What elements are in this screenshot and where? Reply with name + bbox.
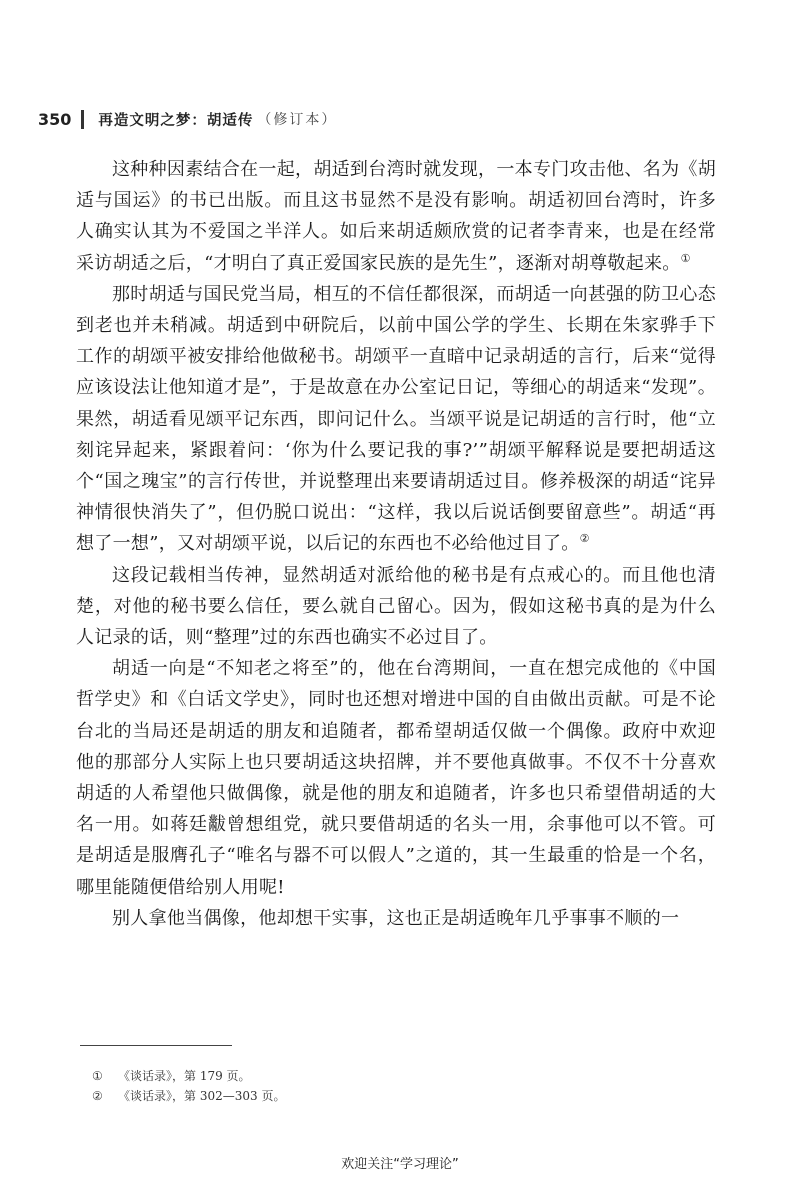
body-text: [76, 154, 716, 934]
paragraph-4: [76, 653, 716, 903]
paragraph-text: 那时胡适与国民党当局，相互的不信任都很深，而胡适一向甚强的防卫心态到老也并未稍减。胡适到中研院后，以前中国公学的学生、长期在朱家骅手下工作的胡颂平被安排给他做秘书。胡颂平一直暗中记录胡适的言行，后来“觉得应该设法让他知道才是”，于是故意在办公室记日记，等细心的胡适来“发现”。果然，胡适看见颂平记东西，即问记什么。当颂平说是记胡适的言行时，他“立刻诧异起来，紧跟着问：‘你为什么要记我的事?’”胡颂平解释说是要把胡适这个“国之瑰宝”的言行传世，并说整理出来要请胡适过目。修养极深的胡适“诧异神情很快消失了”，但仍脱口说出：“这样，我以后说话倒要留意些”。胡适“再想了一想”，又对胡颂平说，以后记的东西也不必给他过目了。: [76, 283, 716, 555]
footnote-mark: ②: [92, 1089, 103, 1103]
book-title: 再造文明之梦：胡适传: [98, 112, 254, 129]
paragraph-1: [76, 154, 716, 279]
footnote-2: [92, 1086, 692, 1106]
footnote-text: 《谈话录》，第 302—303 页。: [118, 1089, 286, 1103]
paragraph-2: [76, 279, 716, 560]
page-number: 350: [38, 109, 72, 129]
header-divider: [81, 110, 84, 129]
footnote-divider: [80, 1045, 232, 1046]
footnotes: [92, 1066, 692, 1106]
book-subtitle: （修订本）: [257, 112, 338, 128]
paragraph-3: [76, 560, 716, 654]
footnote-ref-2: ②: [579, 532, 590, 546]
paragraph-text: 别人拿他当偶像，他却想干实事，这也正是胡适晚年几乎事事不顺的一: [112, 907, 680, 929]
paragraph-text: 胡适一向是“不知老之将至”的，他在台湾期间，一直在想完成他的《中国哲学史》和《白话文学史》，同时也还想对增进中国的自由做出贡献。可是不论台北的当局还是胡适的朋友和追随者，都希望胡适仅做一个偶像。政府中欢迎他的那部分人实际上也只要胡适这块招牌，并不要他真做事。不仅不十分喜欢胡适的人希望他只做偶像，就是他的朋友和追随者，许多也只希望借胡适的大名一用。如蒋廷黻曾想组党，就只要借胡适的名头一用，余事他可以不管。可是胡适是服膺孔子“唯名与器不可以假人”之道的，其一生最重的恰是一个名，哪里能随便借给别人用呢!: [76, 658, 716, 898]
footnote-mark: ①: [92, 1069, 103, 1083]
footnote-ref-1: ①: [680, 251, 691, 265]
footnote-text: 《谈话录》，第 179 页。: [118, 1069, 251, 1083]
running-header: [38, 106, 337, 132]
paragraph-text: 这段记载相当传神，显然胡适对派给他的秘书是有点戒心的。而且他也清楚，对他的秘书要么信任，要么就自己留心。因为，假如这秘书真的是为什么人记录的话，则“整理”过的东西也确实不必过目了。: [76, 564, 716, 649]
footnote-1: [92, 1066, 692, 1086]
paragraph-5: [76, 903, 716, 934]
paragraph-text: 这种种因素结合在一起，胡适到台湾时就发现，一本专门攻击他、名为《胡适与国运》的书已出版。而且这书显然不是没有影响。胡适初回台湾时，许多人确实认其为不爱国之半洋人。如后来胡适颇欣赏的记者李青来，也是在经常采访胡适之后，“才明白了真正爱国家民族的是先生”，逐渐对胡尊敬起来。: [76, 159, 716, 274]
bottom-note: 欢迎关注“学习理论”: [341, 1157, 459, 1172]
